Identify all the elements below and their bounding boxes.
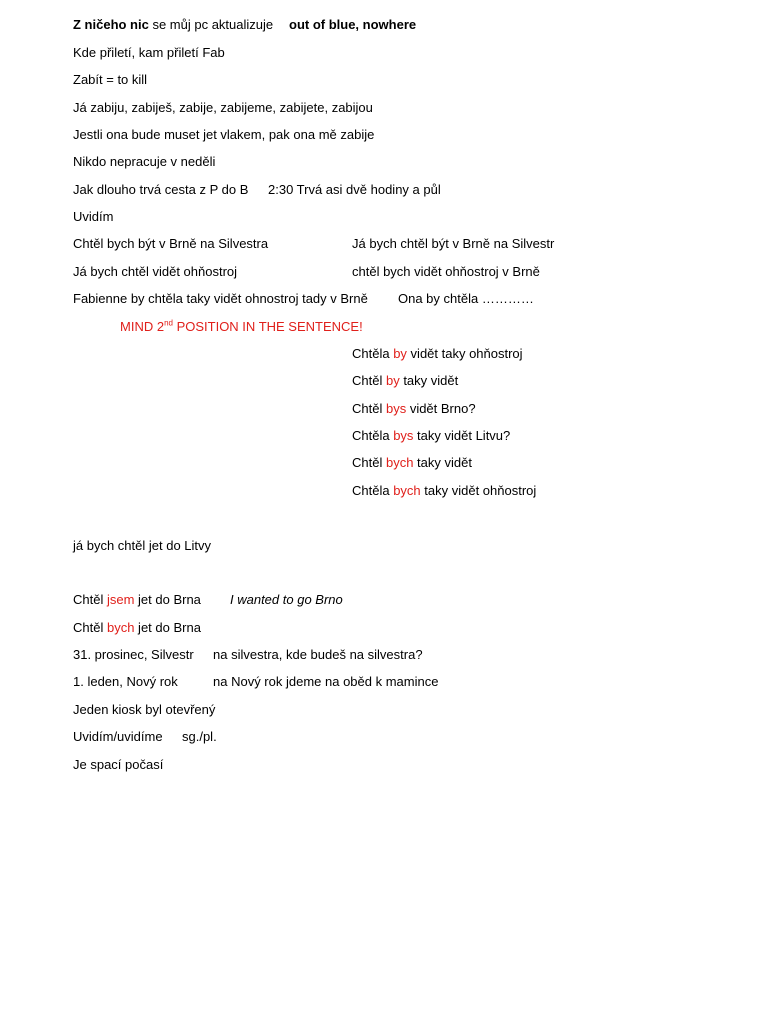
example-text: Chtěla bbox=[352, 428, 394, 443]
line-10-left: Já bych chtěl vidět ohňostroj bbox=[73, 264, 238, 279]
line-10-right: chtěl bych vidět ohňostroj v Brně bbox=[352, 264, 540, 279]
line-7-answer: 2:30 Trvá asi dvě hodiny a půl bbox=[268, 182, 441, 197]
example-text: taky vidět bbox=[413, 455, 472, 470]
example-text: Chtěl bbox=[352, 455, 386, 470]
line-20-text: Chtěl bbox=[73, 592, 107, 607]
line-8: Uvidím bbox=[73, 209, 114, 224]
example-text: taky vidět ohňostroj bbox=[420, 483, 537, 498]
example-text: vidět Brno? bbox=[406, 401, 476, 416]
note-superscript: nd bbox=[164, 318, 173, 328]
line-20-translation: I wanted to go Brno bbox=[230, 592, 343, 607]
example-line-5 bbox=[352, 455, 472, 471]
example-text: Chtěl bbox=[352, 373, 386, 388]
example-highlight: by bbox=[385, 373, 400, 388]
line-1-bold-phrase: Z ničeho nic bbox=[73, 17, 149, 32]
example-line-4 bbox=[352, 428, 510, 444]
example-highlight: bys bbox=[385, 401, 407, 416]
line-3: Zabít = to kill bbox=[73, 72, 148, 87]
note-post: POSITION IN THE SENTENCE! bbox=[172, 319, 363, 334]
line-4: Já zabiju, zabiješ, zabije, zabijeme, zabijete, zabijou bbox=[73, 100, 373, 115]
line-23-right: na Nový rok jdeme na oběd k mamince bbox=[213, 674, 439, 689]
line-21 bbox=[73, 620, 201, 636]
example-highlight: bych bbox=[385, 455, 414, 470]
line-20-highlight: jsem bbox=[106, 592, 135, 607]
line-21-highlight: bych bbox=[106, 620, 135, 635]
line-22-right: na silvestra, kde budeš na silvestra? bbox=[213, 647, 423, 662]
example-text: taky vidět bbox=[399, 373, 459, 388]
example-line-2 bbox=[352, 373, 458, 389]
line-11-left: Fabienne by chtěla taky vidět ohnostroj tady v Brně bbox=[73, 291, 368, 306]
example-highlight: bych bbox=[393, 483, 421, 498]
line-5: Jestli ona bude muset jet vlakem, pak ona mě zabije bbox=[73, 127, 375, 142]
example-text: Chtěla bbox=[352, 346, 394, 361]
line-2: Kde přiletí, kam přiletí Fab bbox=[73, 45, 225, 60]
line-20 bbox=[73, 592, 201, 608]
line-1-translation: out of blue, nowhere bbox=[289, 17, 417, 32]
example-text: Chtěl bbox=[352, 401, 386, 416]
line-25-left: Uvidím/uvidíme bbox=[73, 729, 163, 744]
line-23-left: 1. leden, Nový rok bbox=[73, 674, 178, 689]
example-line-3 bbox=[352, 401, 476, 417]
line-21-text: jet do Brna bbox=[134, 620, 201, 635]
example-text: vidět taky ohňostroj bbox=[406, 346, 523, 361]
example-line-6 bbox=[352, 483, 536, 499]
line-7-question: Jak dlouho trvá cesta z P do B bbox=[73, 182, 249, 197]
line-24: Jeden kiosk byl otevřený bbox=[73, 702, 216, 717]
example-text: taky vidět Litvu? bbox=[413, 428, 511, 443]
line-6: Nikdo nepracuje v neděli bbox=[73, 154, 216, 169]
example-highlight: by bbox=[393, 346, 407, 361]
line-19: já bych chtěl jet do Litvy bbox=[73, 538, 212, 553]
line-1-text: se můj pc aktualizuje bbox=[148, 17, 274, 32]
mind-position-note bbox=[120, 319, 363, 335]
example-line-1 bbox=[352, 346, 523, 362]
line-26: Je spací počasí bbox=[73, 757, 164, 772]
line-25-right: sg./pl. bbox=[182, 729, 217, 744]
line-20-text: jet do Brna bbox=[134, 592, 201, 607]
line-9-left: Chtěl bych být v Brně na Silvestra bbox=[73, 236, 269, 251]
note-pre: MIND 2 bbox=[120, 319, 165, 334]
example-highlight: bys bbox=[393, 428, 414, 443]
line-11-right: Ona by chtěla ………… bbox=[398, 291, 534, 306]
example-text: Chtěla bbox=[352, 483, 394, 498]
line-21-text: Chtěl bbox=[73, 620, 107, 635]
line-9-right: Já bych chtěl být v Brně na Silvestr bbox=[352, 236, 555, 251]
line-22-left: 31. prosinec, Silvestr bbox=[73, 647, 194, 662]
line-1 bbox=[73, 17, 273, 33]
